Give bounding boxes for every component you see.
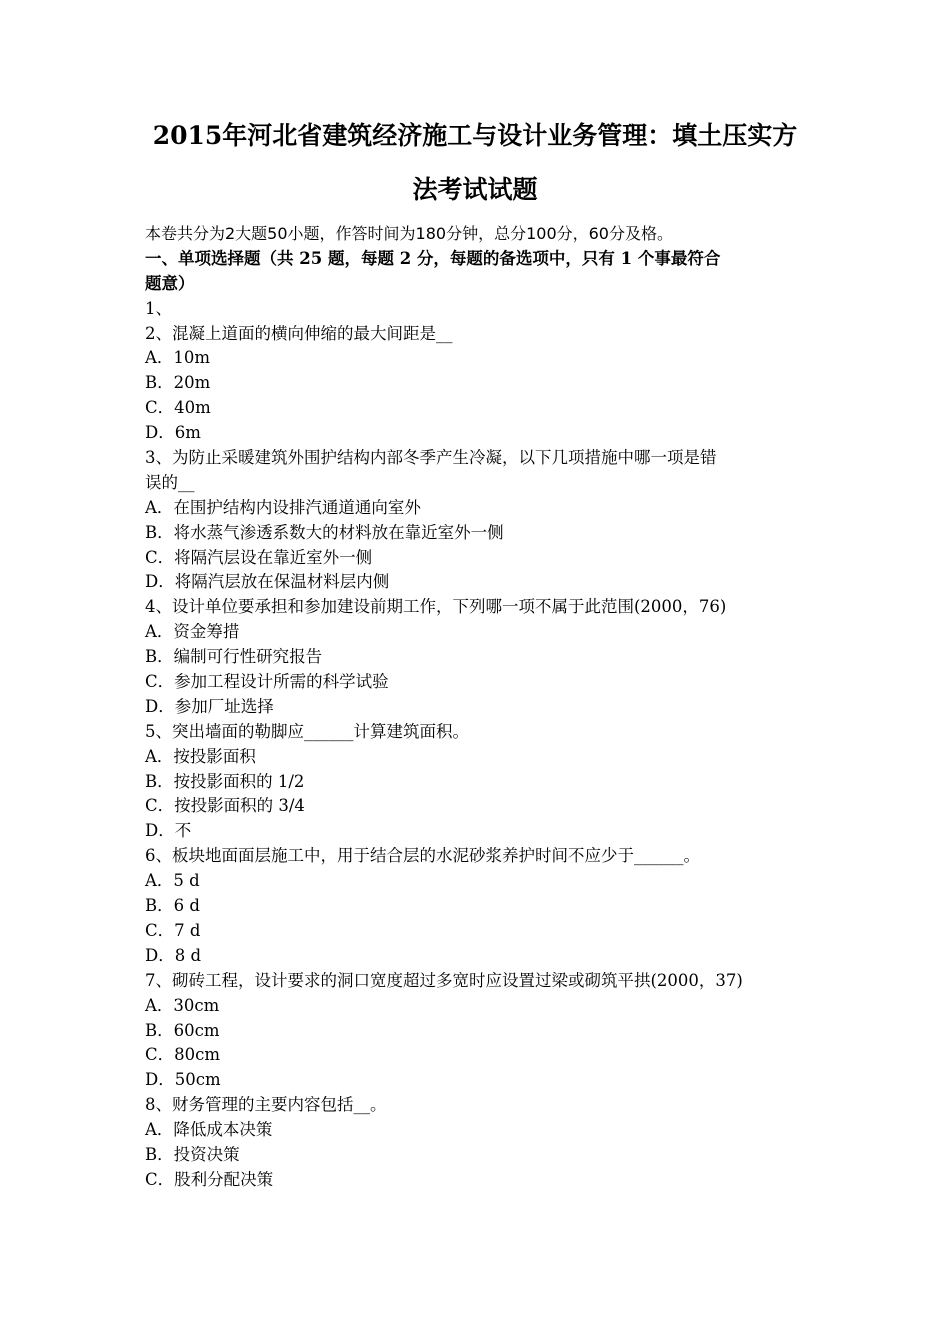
answer-option: A．10m — [145, 348, 211, 368]
answer-option: B．按投影面积的 1/2 — [145, 771, 305, 791]
question-text: 2、混凝上道面的横向伸缩的最大间距是__ — [145, 323, 453, 343]
document-title-line-1: 2015年河北省建筑经济施工与设计业务管理：填土压实方 — [152, 121, 798, 150]
answer-option: D．6m — [145, 423, 201, 443]
document-title-line-2: 法考试试题 — [412, 175, 538, 204]
section-heading-line-1: 一、单项选择题（共 25 题，每题 2 分，每题的备选项中，只有 1 个事最符合 — [145, 248, 721, 268]
answer-option: C．7 d — [145, 920, 201, 940]
question-text: 3、为防止采暖建筑外围护结构内部冬季产生冷凝，以下几项措施中哪一项是错 — [145, 448, 717, 468]
answer-option: B．20m — [145, 373, 211, 393]
answer-option: A．5 d — [145, 871, 200, 891]
answer-option: A．30cm — [145, 995, 220, 1015]
answer-option: D．将隔汽层放在保温材料层内侧 — [145, 572, 390, 592]
answer-option: C．80cm — [145, 1045, 221, 1065]
answer-option: D．不 — [145, 821, 192, 841]
answer-option: C．40m — [145, 398, 211, 418]
answer-option: A．降低成本决策 — [145, 1120, 273, 1140]
answer-option: B．将水蒸气渗透系数大的材料放在靠近室外一侧 — [145, 522, 504, 542]
answer-option: A．资金筹措 — [145, 622, 240, 642]
exam-intro: 本卷共分为2大题50小题，作答时间为180分钟，总分100分，60分及格。 — [145, 224, 673, 243]
answer-option: C．将隔汽层设在靠近室外一侧 — [145, 547, 373, 567]
question-text: 5、突出墙面的勒脚应______计算建筑面积。 — [145, 721, 469, 741]
answer-option: B．编制可行性研究报告 — [145, 647, 323, 667]
answer-option: C．股利分配决策 — [145, 1169, 274, 1189]
answer-option: B．60cm — [145, 1020, 220, 1040]
question-text: 7、砌砖工程，设计要求的洞口宽度超过多宽时应设置过梁或砌筑平拱(2000，37) — [145, 970, 743, 990]
question-text: 6、板块地面面层施工中，用于结合层的水泥砂浆养护时间不应少于______。 — [145, 846, 700, 866]
answer-option: D．参加厂址选择 — [145, 696, 274, 716]
answer-option: D．8 d — [145, 945, 202, 965]
question-text: 1、 — [145, 298, 172, 318]
answer-option: B．6 d — [145, 896, 200, 916]
answer-option: B．投资决策 — [145, 1144, 240, 1164]
document-body — [145, 222, 815, 1193]
question-text: 4、设计单位要承担和参加建设前期工作，下列哪一项不属于此范围(2000，76) — [145, 597, 727, 617]
answer-option: A．按投影面积 — [145, 746, 256, 766]
question-text: 8、财务管理的主要内容包括__。 — [145, 1095, 387, 1115]
question-list — [145, 297, 815, 1193]
question-text: 误的__ — [145, 472, 195, 492]
answer-option: D．50cm — [145, 1070, 221, 1090]
answer-option: A．在围护结构内设排汽通道通向室外 — [145, 497, 421, 517]
answer-option: C．按投影面积的 3/4 — [145, 796, 305, 816]
answer-option: C．参加工程设计所需的科学试验 — [145, 672, 389, 692]
section-heading-line-2: 题意） — [145, 273, 195, 293]
